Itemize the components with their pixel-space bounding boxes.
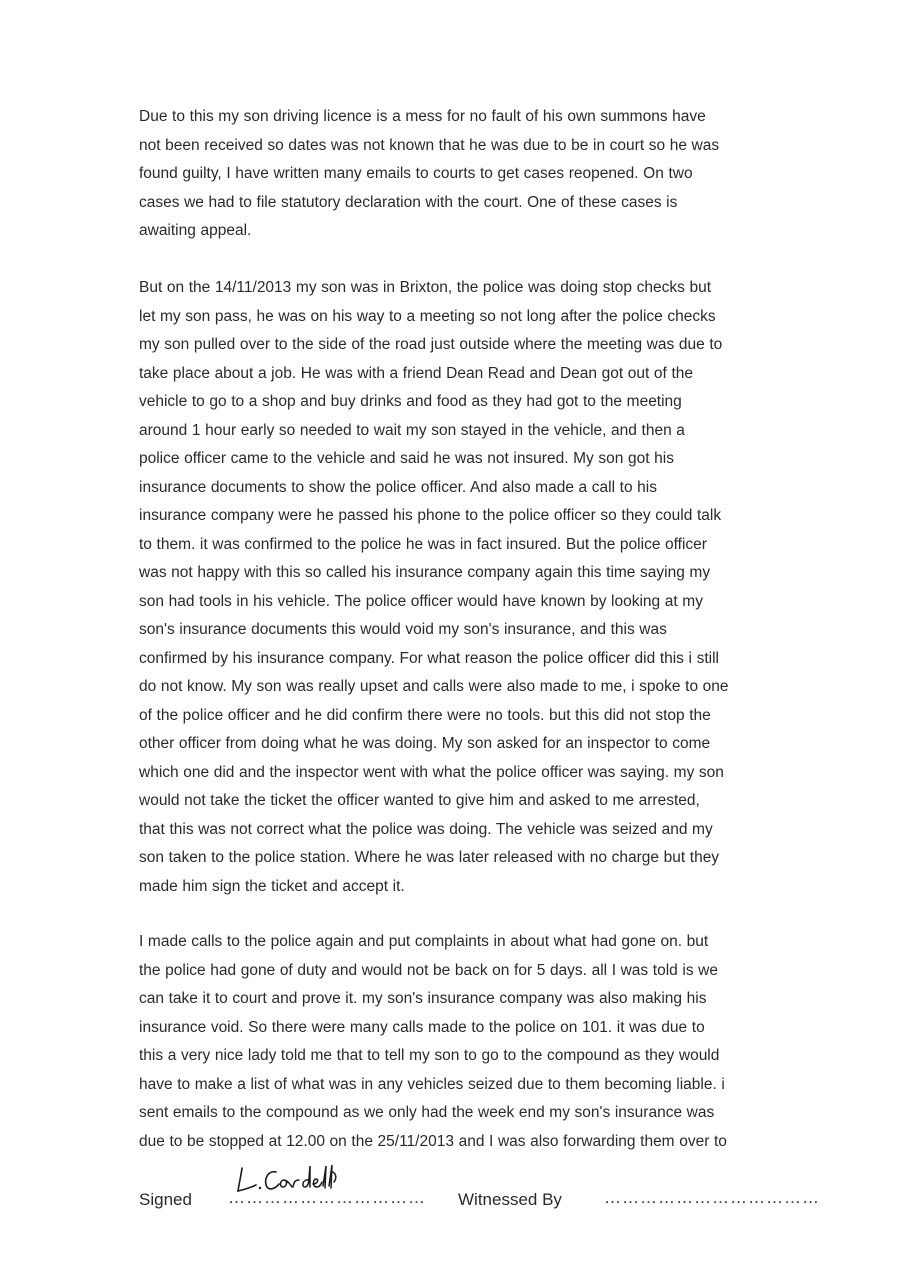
text-line: confirmed by his insurance company. For what reason the police officer did this i still [139, 649, 719, 667]
text-line: this a very nice lady told me that to tell my son to go to the compound as they would [139, 1047, 720, 1064]
text-line: the police had gone of duty and would not be back on for 5 days. all I was told is we [139, 961, 719, 979]
text-line: found guilty, I have written many emails to courts to get cases reopened. On two [139, 165, 693, 182]
text-line: can take it to court and prove it. my son's insurance company was also making his [139, 990, 707, 1007]
text-line: son taken to the police station. Where he was later released with no charge but they [139, 849, 720, 866]
text-line: cases we had to file statutory declaration with the court. One of these cases is [139, 193, 678, 211]
text-line: police officer came to the vehicle and said he was not insured. My son got his [139, 450, 674, 467]
text-line: vehicle to go to a shop and buy drinks and food as they had got to the meeting [139, 393, 682, 410]
signature-footer [0, 1186, 918, 1226]
text-line: which one did and the inspector went with what the police officer was saying. my son [139, 763, 724, 781]
text-line: son's insurance documents this would void my son's insurance, and this was [139, 621, 667, 638]
signed-dotted-line: …………………………… [228, 1188, 426, 1207]
paragraph-1 [139, 103, 799, 246]
text-line: that this was not correct what the police was doing. The vehicle was seized and my [139, 820, 713, 838]
text-line: other officer from doing what he was doing. My son asked for an inspector to come [139, 735, 711, 752]
text-line: my son pulled over to the side of the road just outside where the meeting was due to [139, 336, 723, 353]
witnessed-by-label: Witnessed By [458, 1190, 562, 1209]
witnessed-dotted-line: ……………………………… [604, 1188, 820, 1207]
text-line: I made calls to the police again and put complaints in about what had gone on. but [139, 933, 709, 950]
text-line: But on the 14/11/2013 my son was in Brixton, the police was doing stop checks but [139, 279, 712, 296]
text-line: to them. it was confirmed to the police he was in fact insured. But the police officer [139, 535, 707, 553]
text-line: sent emails to the compound as we only had the week end my son's insurance was [139, 1104, 715, 1121]
text-line: insurance void. So there were many calls made to the police on 101. it was due to [139, 1018, 705, 1036]
text-line: around 1 hour early so needed to wait my son stayed in the vehicle, and then a [139, 421, 685, 439]
text-line: was not happy with this so called his insurance company again this time saying my [139, 564, 711, 581]
text-line: not been received so dates was not known that he was due to be in court so he was [139, 136, 720, 154]
signed-label: Signed [139, 1190, 192, 1209]
text-line: awaiting appeal. [139, 222, 252, 239]
text-line: have to make a list of what was in any vehicles seized due to them becoming liable. i [139, 1075, 725, 1093]
text-line: insurance company were he passed his phone to the police officer so they could talk [139, 507, 722, 524]
text-line: would not take the ticket the officer wanted to give him and asked to me arrested, [139, 792, 700, 809]
text-line: let my son pass, he was on his way to a meeting so not long after the police checks [139, 307, 716, 325]
text-line: of the police officer and he did confirm there were no tools. but this did not stop the [139, 706, 711, 724]
paragraph-2 [139, 274, 799, 901]
text-line: take place about a job. He was with a friend Dean Read and Dean got out of the [139, 364, 693, 382]
text-line: insurance documents to show the police officer. And also made a call to his [139, 478, 657, 496]
text-line: son had tools in his vehicle. The police officer would have known by looking at my [139, 592, 703, 610]
text-line: made him sign the ticket and accept it. [139, 877, 405, 895]
text-line: due to be stopped at 12.00 on the 25/11/2013 and I was also forwarding them over to [139, 1132, 727, 1150]
text-line: Due to this my son driving licence is a mess for no fault of his own summons have [139, 108, 706, 125]
paragraph-3 [139, 928, 799, 1156]
text-line: do not know. My son was really upset and calls were also made to me, i spoke to one [139, 678, 729, 695]
